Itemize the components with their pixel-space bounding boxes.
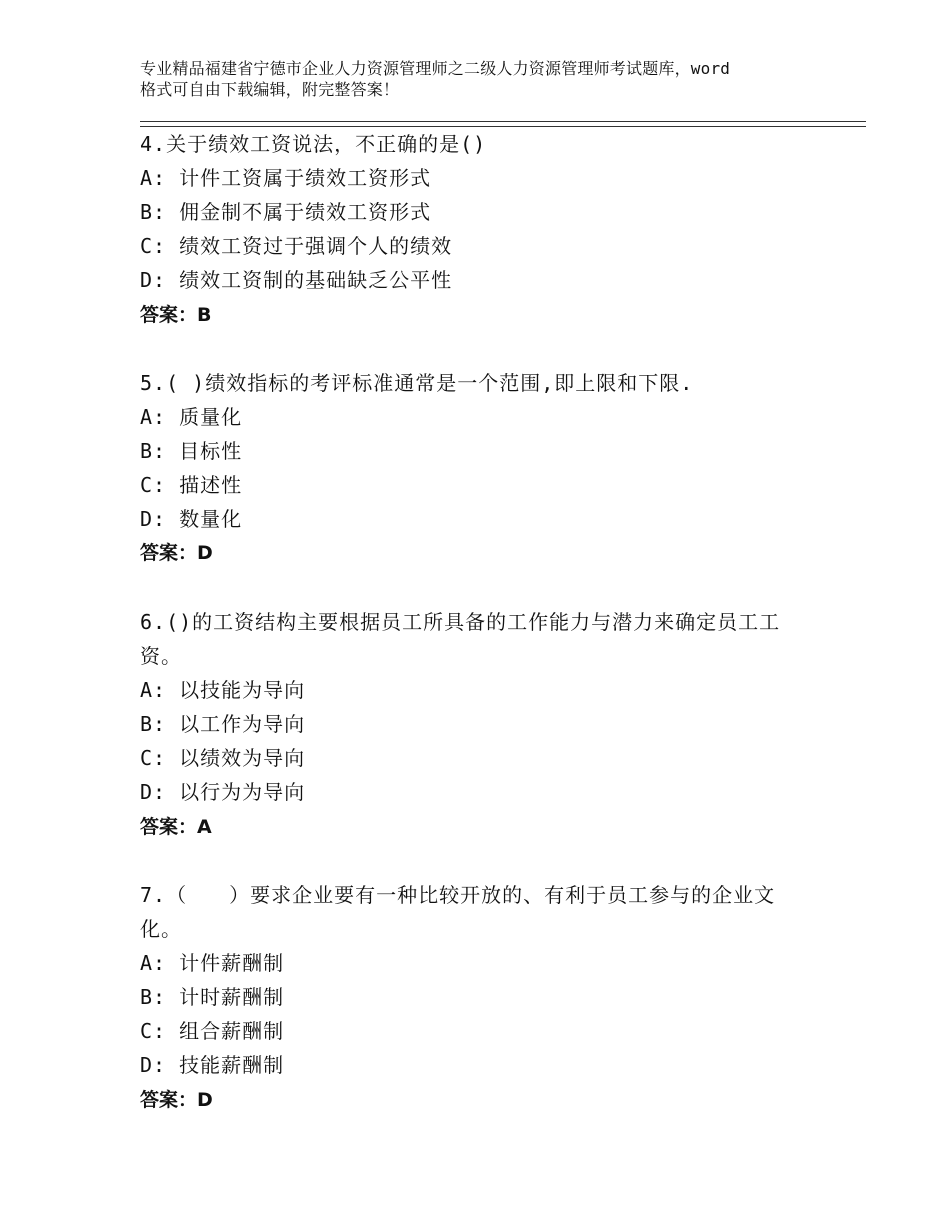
question-6-stem-line-1: 6.()的工资结构主要根据员工所具备的工作能力与潜力来确定员工工 — [140, 610, 781, 634]
question-5-option-c: C: 描述性 — [140, 473, 243, 497]
question-6-option-b: B: 以工作为导向 — [140, 712, 306, 736]
header-line-2: 格式可自由下载编辑，附完整答案！ — [140, 80, 400, 99]
question-7-option-a: A: 计件薪酬制 — [140, 951, 285, 975]
document-header — [140, 58, 866, 100]
question-4-stem: 4.关于绩效工资说法，不正确的是() — [140, 132, 487, 156]
header-divider — [140, 121, 866, 127]
question-7-answer: 答案：D — [140, 1089, 213, 1111]
question-6-answer: 答案：A — [140, 816, 212, 838]
question-6-stem-line-2: 资。 — [140, 644, 182, 668]
question-7-option-d: D: 技能薪酬制 — [140, 1053, 285, 1077]
question-6-option-a: A: 以技能为导向 — [140, 678, 306, 702]
question-4-option-d: D: 绩效工资制的基础缺乏公平性 — [140, 268, 453, 292]
question-7-stem-line-1: 7.（ ）要求企业要有一种比较开放的、有利于员工参与的企业文 — [140, 883, 776, 907]
question-7-option-b: B: 计时薪酬制 — [140, 985, 285, 1009]
question-7-stem-line-2: 化。 — [140, 917, 182, 941]
question-5-stem: 5.( )绩效指标的考评标准通常是一个范围,即上限和下限. — [140, 371, 694, 395]
question-7-option-c: C: 组合薪酬制 — [140, 1019, 285, 1043]
header-line-1: 专业精品福建省宁德市企业人力资源管理师之二级人力资源管理师考试题库，word — [140, 59, 731, 78]
question-6-option-d: D: 以行为为导向 — [140, 780, 306, 804]
question-5-option-a: A: 质量化 — [140, 405, 243, 429]
question-4-answer: 答案：B — [140, 304, 212, 326]
question-5-option-d: D: 数量化 — [140, 507, 243, 531]
question-4-option-a: A: 计件工资属于绩效工资形式 — [140, 166, 432, 190]
question-6-option-c: C: 以绩效为导向 — [140, 746, 306, 770]
question-4-option-c: C: 绩效工资过于强调个人的绩效 — [140, 234, 453, 258]
question-5-option-b: B: 目标性 — [140, 439, 243, 463]
question-4-option-b: B: 佣金制不属于绩效工资形式 — [140, 200, 432, 224]
question-5-answer: 答案：D — [140, 542, 213, 564]
